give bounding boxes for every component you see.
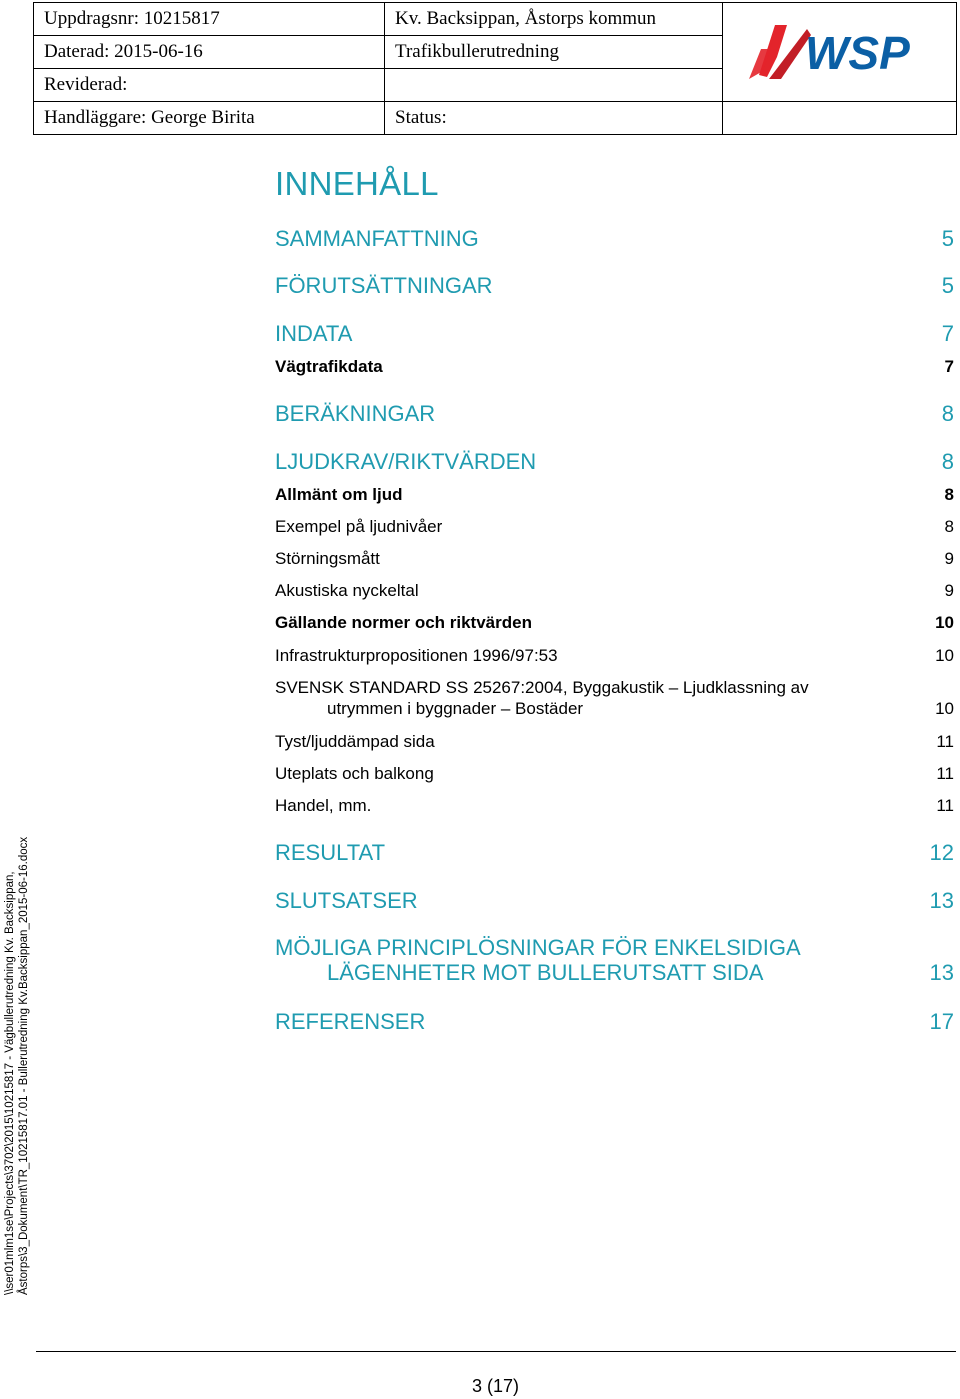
toc-entry-label: BERÄKNINGAR (275, 401, 436, 426)
toc-entry-label: Infrastrukturpropositionen 1996/97:53 (275, 646, 558, 665)
date-field: Daterad: 2015-06-16 (34, 36, 385, 69)
toc-entry-page: 10 (935, 699, 954, 718)
toc-entry-label: MÖJLIGA PRINCIPLÖSNINGAR FÖR ENKELSIDIGA (275, 935, 801, 960)
toc-entry-page: 9 (944, 549, 954, 568)
wsp-logo (723, 3, 957, 102)
toc-entry-label: Handel, mm. (275, 796, 372, 815)
assignment-number: Uppdragsnr: 10215817 (34, 3, 385, 36)
file-path-line-1: \\ser01mlm1se\Projects\3702\2015\10215817 - Vägbullerutredning Kv. Backsippan, (4, 871, 16, 1295)
toc-entry-label: Uteplats och balkong (275, 764, 434, 783)
toc-entry-label: SLUTSATSER (275, 888, 418, 913)
toc-entry-label: SVENSK STANDARD SS 25267:2004, Byggakustik – Ljudklassning av (275, 678, 809, 697)
toc-entry-label: Gällande normer och riktvärden (275, 613, 532, 632)
document-header-table (33, 2, 957, 135)
toc-entry-page: 5 (941, 273, 954, 298)
project-name: Kv. Backsippan, Åstorps kommun (385, 3, 723, 36)
toc-entry-label: Akustiska nyckeltal (275, 581, 419, 600)
toc-entry-label-continued: LÄGENHETER MOT BULLERUTSATT SIDA (327, 960, 764, 985)
toc-entry-page: 11 (936, 796, 954, 815)
empty-cell (385, 69, 723, 102)
toc-entry-label-continued: utrymmen i byggnader – Bostäder (327, 699, 584, 718)
toc-entry-page: 10 (935, 646, 954, 665)
toc-entry-label: REFERENSER (275, 1009, 426, 1034)
toc-entry-page: 7 (941, 321, 954, 346)
wsp-logo-text: WSP (804, 27, 910, 79)
toc-entry-page: 5 (941, 226, 954, 251)
toc-title: INNEHÅLL (275, 165, 439, 202)
report-type: Trafikbullerutredning (385, 36, 723, 69)
toc-entry-label: LJUDKRAV/RIKTVÄRDEN (275, 449, 537, 474)
toc-entry-page: 12 (929, 840, 954, 865)
handler-field: Handläggare: George Birita (34, 102, 385, 135)
toc-entry-label: Tyst/ljuddämpad sida (275, 732, 435, 751)
page-number: 3 (17) (472, 1376, 520, 1396)
toc-entry-page: 17 (929, 1009, 954, 1034)
footer-divider (36, 1351, 956, 1352)
wsp-logo-icon (747, 13, 933, 85)
toc-entry-label: Allmänt om ljud (275, 485, 403, 504)
empty-cell (723, 102, 957, 135)
toc-entry-page: 13 (929, 888, 954, 913)
toc-entry-page: 10 (935, 613, 954, 632)
file-path-line-2: Åstorps\3_Dokument\TR_10215817.01 - Bullerutredning Kv.Backsippan_2015-06-16.docx (18, 836, 30, 1295)
toc-entry-label: SAMMANFATTNING (275, 226, 479, 251)
toc-entry-page: 11 (936, 732, 954, 751)
toc-entry-page: 8 (941, 401, 954, 426)
toc-entry-page: 8 (944, 485, 954, 504)
toc-entry-page: 13 (929, 960, 954, 985)
revised-field: Reviderad: (34, 69, 385, 102)
toc-entry-page: 7 (944, 357, 954, 376)
toc-entry-label: Vägtrafikdata (275, 357, 383, 376)
toc-entry-label: Exempel på ljudnivåer (275, 517, 443, 536)
toc-entry-label: INDATA (275, 321, 353, 346)
toc-entry-label: RESULTAT (275, 840, 386, 865)
file-path-sidebar (3, 837, 31, 1295)
status-field: Status: (385, 102, 723, 135)
toc-entry-page: 8 (941, 449, 954, 474)
toc-entry-label: FÖRUTSÄTTNINGAR (275, 273, 493, 298)
toc-entry-label: Störningsmått (275, 549, 380, 568)
toc-entry-page: 9 (944, 581, 954, 600)
toc-entry-page: 8 (944, 517, 954, 536)
toc-entry-page: 11 (936, 764, 954, 783)
